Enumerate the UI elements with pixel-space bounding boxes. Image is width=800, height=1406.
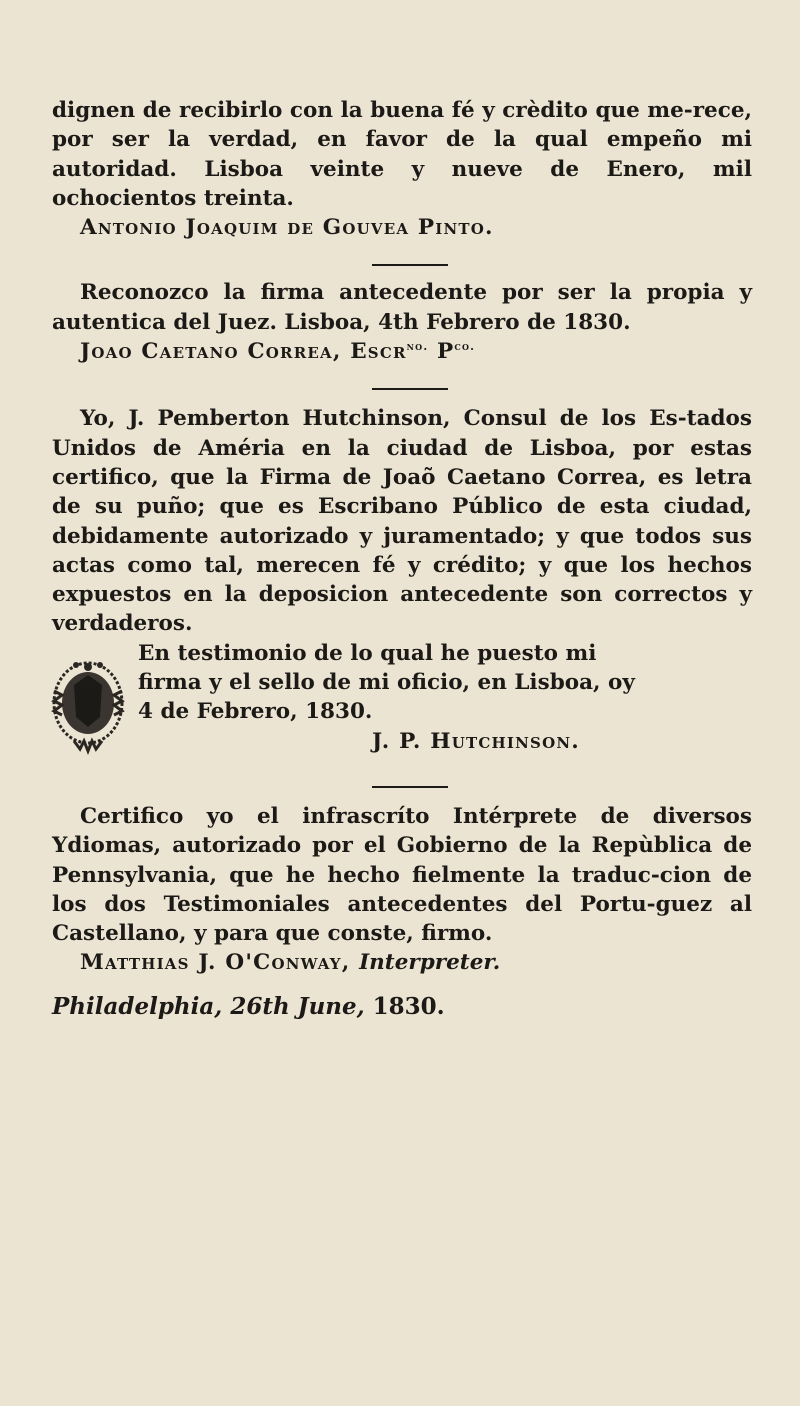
signature-sup-no: no. xyxy=(406,340,429,354)
divider-rule xyxy=(372,388,448,390)
closing-day: 26 xyxy=(230,992,263,1020)
signature-sup-co: co. xyxy=(454,340,476,354)
signature-caetano-correa xyxy=(52,337,752,366)
signature-caetano-correa-title: P xyxy=(428,339,455,365)
paragraph-interpreter-certificate: Certifico yo el infrascríto Intérprete de diversos Ydiomas, autorizado por el Gobierno de la Repùblica de Pennsylvania, que he hecho fielmente la traduc-cion de los dos Testimoniales antecedentes del Portu-guez al Castellano, y para que conste, firmo. xyxy=(52,803,752,947)
testimony-line-2: firma y el sello de mi oficio, en Lisboa, oy xyxy=(138,670,635,696)
signature-oconway xyxy=(52,948,752,977)
signature-oconway-name: Matthias J. O'Conway, xyxy=(80,950,360,976)
closing-place-date xyxy=(52,992,752,1021)
signature-oconway-title: Interpreter. xyxy=(359,950,501,976)
paragraph-certification-end: dignen de recibirlo con la buena fé y crèdito que me-rece, por ser la verdad, en favor de la qual empeño mi autoridad. Lisboa veinte y nueve de Enero, mil ochocientos treinta. xyxy=(52,98,752,211)
signature-gouvea-pinto: Antonio Joaquim de Gouvea Pinto. xyxy=(80,215,494,241)
paragraph-consul-certificate: Yo, J. Pemberton Hutchinson, Consul de los Es-tados Unidos de Améria en la ciudad de Lisboa, por estas certifico, que la Firma de Joaõ Caetano Correa, es letra de su puño; que es Escribano Público de esta ciudad, debidamente autorizado y juramentado; y que todos sus actas como tal, merecen fé y crédito; y que los hechos expuestos en la deposicion antecedente son correctos y verdaderos. xyxy=(52,406,752,637)
closing-place: Philadelphia, xyxy=(52,992,231,1020)
divider-rule xyxy=(372,264,448,266)
document-page xyxy=(52,96,752,1021)
testimony-line-3: 4 de Febrero, 1830. xyxy=(138,699,373,725)
divider-rule xyxy=(372,786,448,788)
signature-caetano-correa-name: Joao Caetano Correa, Escr xyxy=(80,339,407,365)
consular-seal-icon xyxy=(44,645,136,757)
closing-year: 1830. xyxy=(372,992,445,1020)
testimony-line-1: En testimonio de lo qual he puesto mi xyxy=(138,640,597,666)
closing-month: th June, xyxy=(262,992,373,1020)
paragraph-recognition: Reconozco la firma antecedente por ser la propia y autentica del Juez. Lisboa, 4th Febrero de 1830. xyxy=(52,280,752,335)
testimony-block xyxy=(52,639,752,756)
signature-hutchinson: J. P. Hutchinson. xyxy=(372,728,580,754)
